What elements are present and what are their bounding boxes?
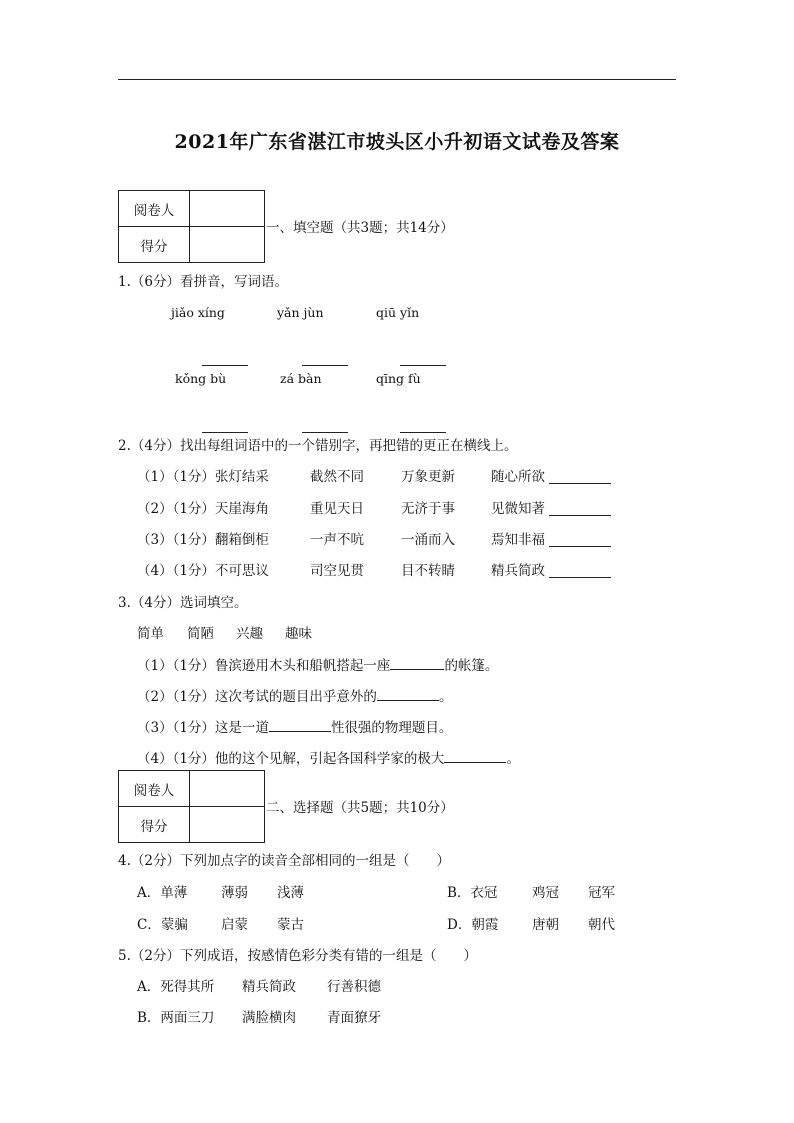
fill-item-post: 。	[506, 751, 520, 767]
reviewer-label: 阅卷人	[119, 191, 190, 227]
option-a[interactable]: A．死得其所	[137, 979, 215, 995]
option-a-word: 行善积德	[327, 979, 381, 995]
fill-item	[137, 685, 452, 705]
option-c[interactable]: C．蒙骗	[137, 917, 188, 933]
pinyin-4: kǒng bù	[175, 371, 227, 386]
answer-blank[interactable]	[202, 351, 248, 370]
answer-blank[interactable]	[302, 351, 348, 370]
option-c-word: 蒙古	[277, 917, 304, 933]
score-label: 得分	[119, 807, 190, 843]
correction-blank[interactable]	[549, 501, 611, 520]
option-d-word: 朝代	[588, 917, 615, 933]
q2-word: 焉知非福	[491, 532, 545, 548]
option-b-word: 满脸横肉	[242, 1010, 296, 1026]
reviewer-cell[interactable]	[190, 771, 265, 807]
q2-word: 随心所欲	[491, 469, 545, 485]
header-rule	[118, 79, 676, 80]
option-b-word: 青面獠牙	[327, 1010, 381, 1026]
reviewer-cell[interactable]	[190, 191, 265, 227]
pinyin-1: jiǎo xíng	[171, 305, 225, 320]
option-d[interactable]: D．朝霞	[447, 917, 499, 933]
q2-word: 一涌而入	[401, 532, 455, 548]
fill-blank[interactable]	[377, 689, 439, 701]
q2-word: 目不转睛	[401, 563, 455, 579]
correction-blank[interactable]	[549, 532, 611, 551]
q2-word: 万象更新	[401, 469, 455, 485]
exam-title: 2021年广东省湛江市坡头区小升初语文试卷及答案	[174, 131, 620, 153]
fill-blank[interactable]	[390, 658, 444, 670]
option-a-word: 精兵简政	[242, 979, 296, 995]
option-a[interactable]: A．单薄	[137, 885, 188, 901]
correction-blank[interactable]	[549, 469, 611, 488]
score-cell[interactable]	[190, 227, 265, 263]
fill-item-pre: （4）（1分）他的这个见解，引起各国科学家的极大	[137, 751, 445, 767]
option-c-word: 启蒙	[221, 917, 248, 933]
question-4-stem: 4.（2分）下列加点字的读音全部相同的一组是（ ）	[118, 853, 450, 869]
pinyin-3: qiū yǐn	[376, 305, 420, 320]
q2-word: 截然不同	[310, 469, 364, 485]
fill-item-pre: （2）（1分）这次考试的题目出乎意外的	[137, 689, 377, 705]
score-box-2	[118, 770, 265, 843]
word-option: 兴趣	[236, 626, 263, 642]
fill-blank[interactable]	[444, 751, 506, 763]
section-2-heading: 二、选择题（共5题；共10分）	[266, 800, 454, 816]
answer-blank[interactable]	[400, 351, 446, 370]
fill-item	[137, 716, 452, 736]
word-option: 简陋	[187, 626, 214, 642]
word-option: 简单	[137, 626, 164, 642]
fill-item-post: 性很强的物理题目。	[330, 720, 453, 736]
option-d-word: 唐朝	[532, 917, 559, 933]
word-option: 趣味	[285, 626, 312, 642]
q2-word: 重见天日	[310, 501, 364, 517]
pinyin-6: qīng fù	[376, 371, 421, 386]
reviewer-label: 阅卷人	[119, 771, 190, 807]
fill-item	[137, 747, 520, 767]
question-1-stem: 1.（6分）看拼音，写词语。	[118, 274, 288, 290]
fill-item-pre: （1）（1分）鲁滨逊用木头和船帆搭起一座	[137, 658, 391, 674]
question-3-stem: 3.（4分）选词填空。	[118, 595, 248, 611]
option-b-word: 冠军	[588, 885, 615, 901]
correction-blank[interactable]	[549, 563, 611, 582]
question-5-stem: 5.（2分）下列成语，按感情色彩分类有错的一组是（ ）	[118, 948, 477, 964]
fill-blank[interactable]	[269, 720, 331, 732]
option-a-word: 薄弱	[221, 885, 248, 901]
q2-word: 一声不吭	[310, 532, 364, 548]
pinyin-5: zá bàn	[280, 371, 322, 386]
q2-word: 司空见贯	[310, 563, 364, 579]
score-box-1	[118, 190, 265, 263]
q2-row-label: （1）（1分）张灯结采	[137, 469, 269, 485]
fill-item-post: 。	[438, 689, 453, 705]
score-label: 得分	[119, 227, 190, 263]
q2-word: 精兵简政	[491, 563, 545, 579]
fill-item-post: 的帐篷。	[444, 658, 499, 674]
q2-word: 见微知著	[491, 501, 545, 517]
q2-row-label: （4）（1分）不可思议	[137, 563, 269, 579]
option-a-word: 浅薄	[277, 885, 304, 901]
q2-row-label: （2）（1分）天崖海角	[137, 501, 269, 517]
option-b[interactable]: B．两面三刀	[137, 1010, 215, 1026]
fill-item	[137, 654, 498, 674]
fill-item-pre: （3）（1分）这是一道	[137, 720, 269, 736]
section-1-heading: 一、填空题（共3题；共14分）	[266, 220, 454, 236]
q2-word: 无济于事	[401, 501, 455, 517]
option-b-word: 鸡冠	[532, 885, 559, 901]
q2-row-label: （3）（1分）翻箱倒柜	[137, 532, 269, 548]
pinyin-2: yǎn jùn	[277, 305, 324, 320]
question-2-stem: 2.（4分）找出每组词语中的一个错别字，再把错的更正在横线上。	[118, 438, 518, 454]
option-b[interactable]: B．衣冠	[447, 885, 498, 901]
score-cell[interactable]	[190, 807, 265, 843]
